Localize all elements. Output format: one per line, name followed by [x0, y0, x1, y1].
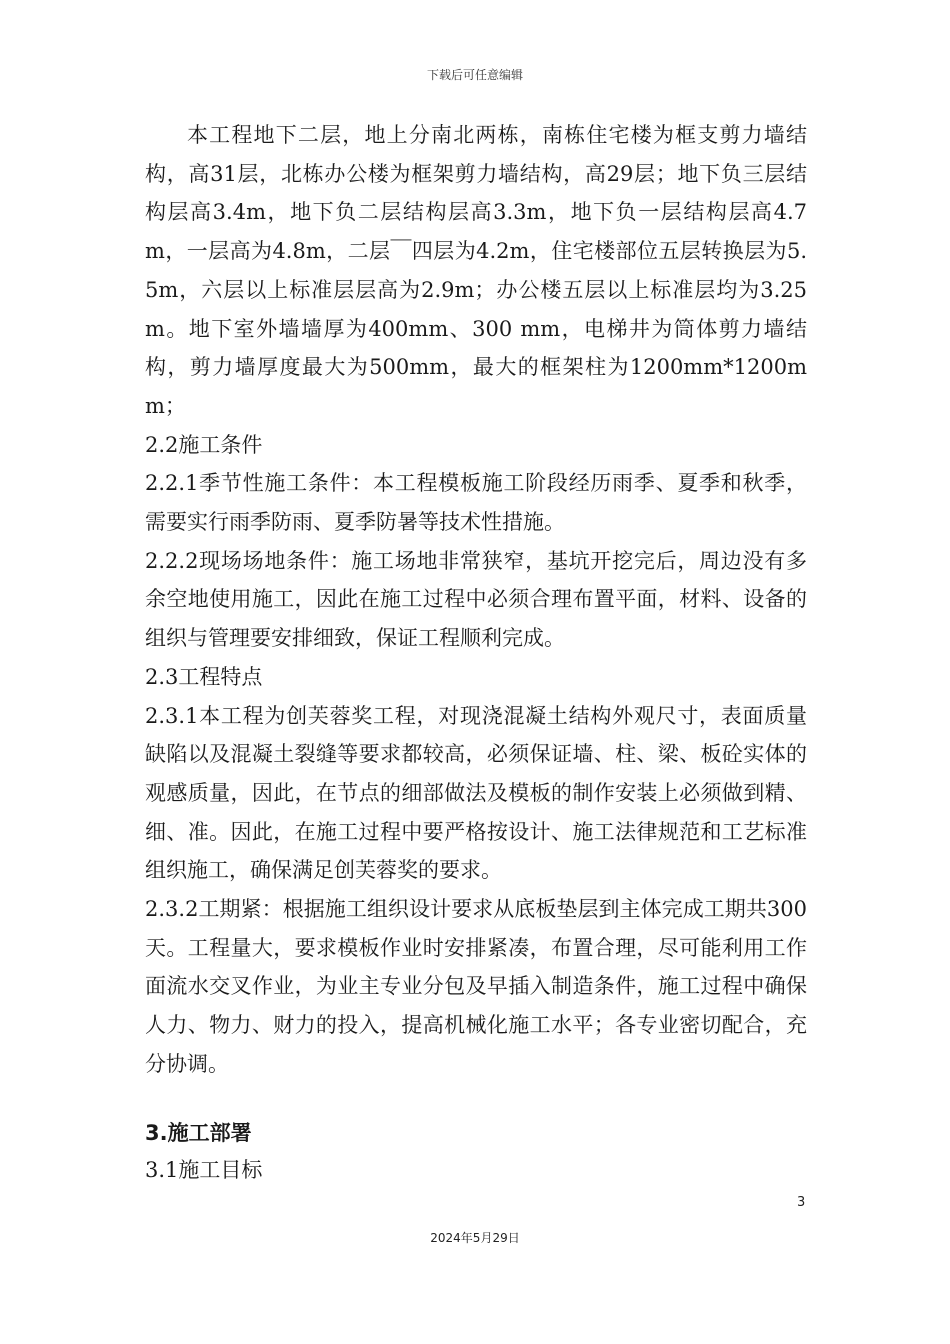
paragraph-seasonal-conditions: 2.2.1季节性施工条件：本工程模板施工阶段经历雨季、夏季和秋季，需要实行雨季防雨、夏季防暑等技术性措施。: [145, 471, 807, 535]
page-number: 3: [797, 1195, 806, 1210]
document-body: [145, 116, 807, 1189]
section-title: 3.施工部署: [145, 1120, 252, 1145]
page-footer-date: 2024年5月29日: [430, 1231, 520, 1245]
paragraph-project-overview: 本工程地下二层，地上分南北两栋，南栋住宅楼为框支剪力墙结构，高31层，北栋办公楼为框架剪力墙结构，高29层；地下负三层结构层高3.4m，地下负二层结构层高3.3m，地下负一层结构层高4.7m，一层高为4.8m，二层￣四层为4.2m，住宅楼部位五层转换层为5.5m，六层以上标准层层高为2.9m；办公楼五层以上标准层均为3.25m。地下室外墙墙厚为400mm、300 mm，电梯井为筒体剪力墙结构，剪力墙厚度最大为500mm，最大的框架柱为1200mm*1200mm；: [145, 123, 807, 418]
subsection-title: 3.1施工目标: [145, 1157, 263, 1182]
paragraph-site-conditions: 2.2.2现场场地条件：施工场地非常狭窄，基坑开挖完后，周边没有多余空地使用施工，因此在施工过程中必须合理布置平面，材料、设备的组织与管理要安排细致，保证工程顺利完成。: [145, 548, 807, 651]
paragraph-quality-requirements: 2.3.1本工程为创芙蓉奖工程，对现浇混凝土结构外观尺寸，表面质量缺陷以及混凝土裂缝等要求都较高，必须保证墙、柱、梁、板砼实体的观感质量，因此，在节点的细部做法及模板的制作安装上必须做到精、细、准。因此，在施工过程中要严格按设计、施工法律规范和工艺标准组织施工，确保满足创芙蓉奖的要求。: [145, 703, 807, 883]
paragraph-schedule: 2.3.2工期紧：根据施工组织设计要求从底板垫层到主体完成工期共300天。工程量大，要求模板作业时安排紧凑，布置合理，尽可能利用工作面流水交叉作业，为业主专业分包及早插入制造条件，施工过程中确保人力、物力、财力的投入，提高机械化施工水平；各专业密切配合，充分协调。: [145, 897, 807, 1076]
page-header: 下载后可任意编辑: [426, 68, 523, 82]
heading-construction-conditions: 2.2施工条件: [145, 432, 263, 457]
heading-project-features: 2.3工程特点: [145, 664, 263, 689]
